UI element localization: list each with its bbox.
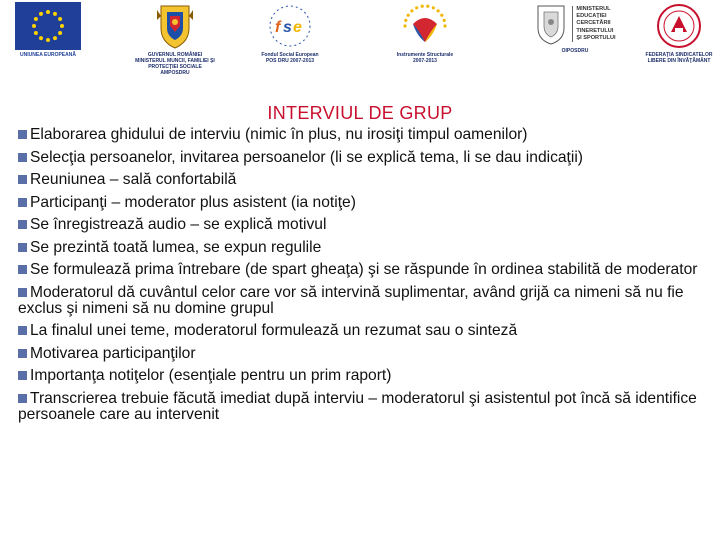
eu-star	[60, 24, 64, 28]
bullet-item	[18, 391, 710, 423]
bullet-item	[18, 127, 710, 143]
si-star	[443, 19, 446, 22]
si-star	[407, 14, 410, 17]
svg-text:s: s	[283, 19, 292, 36]
square-bullet-icon	[18, 265, 27, 274]
si-star	[415, 6, 418, 9]
square-bullet-icon	[18, 349, 27, 358]
eu-star	[58, 31, 62, 35]
federation-seal-icon	[656, 2, 702, 50]
bullet-item	[18, 172, 710, 188]
structural-instruments-logo	[375, 2, 475, 64]
eu-caption: UNIUNEA EUROPEANĂ	[20, 52, 76, 58]
bullet-text: Moderatorul dă cuvântul celor care vor să intervină suplimentar, având grijă ca nimeni să nu fie exclus şi nimeni să nu domine grupul	[18, 283, 684, 317]
page-title: INTERVIUL DE GRUP	[267, 103, 453, 123]
bullet-text: Reuniunea – sală confortabilă	[30, 171, 237, 188]
bullet-text: Se înregistrează audio – se explică motivul	[30, 216, 327, 233]
si-star	[432, 6, 435, 9]
bullet-item	[18, 240, 710, 256]
si-star	[440, 14, 443, 17]
ministry-education-logo-icon	[534, 2, 568, 46]
si-star	[426, 5, 429, 8]
eu-star	[39, 36, 43, 40]
fse-logo-icon	[266, 2, 314, 50]
romania-coat-of-arms-icon	[155, 2, 195, 50]
bullet-item	[18, 217, 710, 233]
square-bullet-icon	[18, 198, 27, 207]
square-bullet-icon	[18, 371, 27, 380]
fse-logo	[250, 2, 330, 64]
bullet-item	[18, 346, 710, 362]
si-star	[421, 5, 424, 8]
square-bullet-icon	[18, 153, 27, 162]
bullet-text: Motivarea participanţilor	[30, 344, 196, 362]
si-star	[410, 9, 413, 12]
bullet-list	[18, 127, 710, 429]
bullet-text: Transcrierea trebuie făcută imediat după interviu – moderatorul şi asistentul pot încă să identifice persoanele care au intervenit	[18, 389, 697, 423]
government-caption: GUVERNUL ROMÂNIEI MINISTERUL MUNCII, FAMILIEI ŞI PROTECŢIEI SOCIALE AMPOSDRU	[135, 52, 215, 76]
eu-flag-icon	[15, 2, 81, 50]
government-logo	[120, 2, 230, 76]
eu-star	[32, 24, 36, 28]
square-bullet-icon	[18, 130, 27, 139]
eu-logo	[8, 2, 88, 58]
fse-caption: Fondul Social European POS DRU 2007-2013	[261, 52, 319, 64]
structural-instruments-caption: Instrumente Structurale 2007-2013	[396, 52, 454, 64]
structural-instruments-icon	[399, 2, 451, 50]
square-bullet-icon	[18, 394, 27, 403]
bullet-text: Participanţi – moderator plus asistent (ia notiţe)	[30, 193, 356, 211]
bullet-text: Se prezintă toată lumea, se expun regulile	[30, 238, 322, 256]
bullet-item	[18, 285, 710, 317]
bullet-item	[18, 368, 710, 384]
bullet-text: La finalul unei teme, moderatorul formulează un rezumat sau o sinteză	[30, 322, 518, 339]
logo-bar	[0, 0, 720, 82]
eu-star	[46, 10, 50, 14]
square-bullet-icon	[18, 175, 27, 184]
ministry-name: MINISTERUL EDUCAŢIEI CERCETĂRII TINERETULUI ŞI SPORTULUI	[572, 6, 615, 42]
svg-text:f: f	[275, 19, 281, 36]
eu-star	[34, 17, 38, 21]
bullet-item	[18, 150, 710, 166]
ministry-caption: OIPOSDRU	[561, 48, 589, 54]
ministry-logo	[520, 2, 630, 54]
bullet-item	[18, 195, 710, 211]
bullet-text: Se formulează prima întrebare (de spart gheaţa) şi se răspunde în ordinea stabilită de moderator	[30, 261, 698, 278]
federation-logo	[640, 2, 718, 64]
si-star	[404, 19, 407, 22]
si-star	[403, 24, 406, 27]
eu-star	[34, 31, 38, 35]
bullet-text: Selecţia persoanelor, invitarea persoanelor (li se explică tema, li se dau indicaţii)	[30, 148, 583, 166]
federation-caption: FEDERAŢIA SINDICATELOR LIBERE DIN ÎNVĂŢĂMÂNT	[645, 52, 713, 64]
square-bullet-icon	[18, 243, 27, 252]
square-bullet-icon	[18, 326, 27, 335]
eu-star	[46, 38, 50, 42]
svg-text:e: e	[293, 19, 302, 36]
eu-star	[58, 17, 62, 21]
bullet-item	[18, 323, 710, 339]
eu-star	[53, 36, 57, 40]
si-star	[443, 24, 446, 27]
eu-star	[53, 12, 57, 16]
eu-star	[39, 12, 43, 16]
square-bullet-icon	[18, 288, 27, 297]
bullet-text: Importanţa notiţelor (esenţiale pentru un prim raport)	[30, 367, 392, 384]
bullet-item	[18, 262, 710, 278]
si-star	[437, 9, 440, 12]
bullet-text: Elaborarea ghidului de interviu (nimic în plus, nu irosiţi timpul oamenilor)	[30, 126, 528, 143]
square-bullet-icon	[18, 220, 27, 229]
